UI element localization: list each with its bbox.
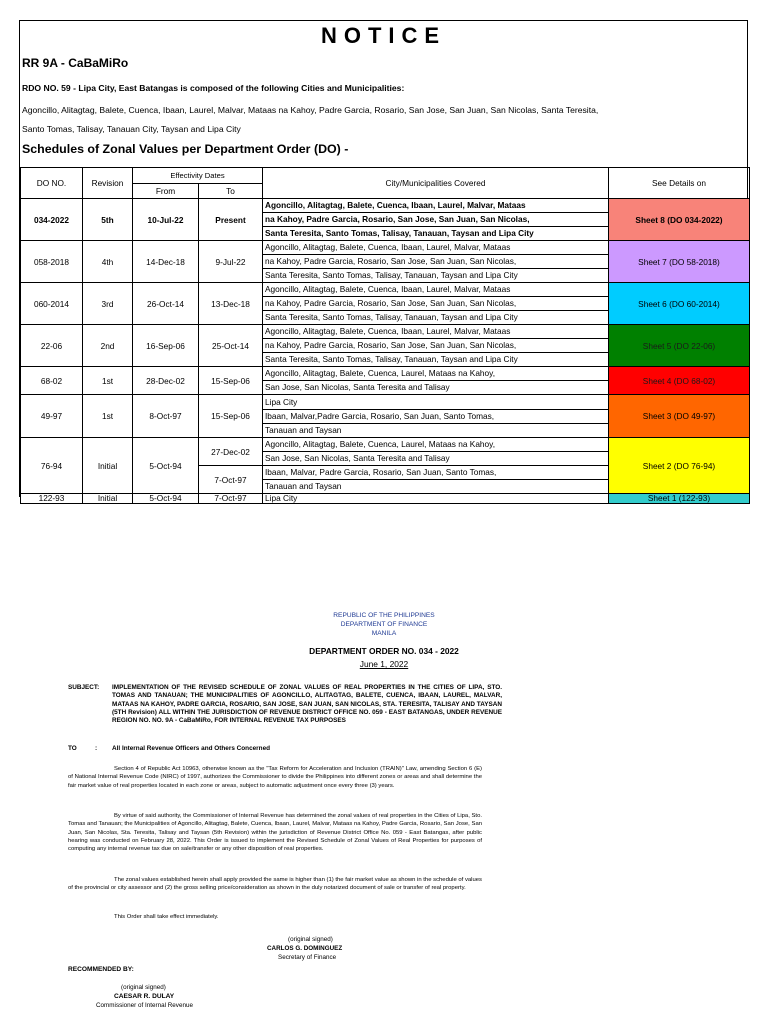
cell-cities xyxy=(263,466,609,494)
cities-line: Santa Teresita, Santo Tomas, Talisay, Tanauan, Taysan and Lipa City xyxy=(265,312,518,322)
cell-revision: Initial xyxy=(83,438,133,494)
cities-line: na Kahoy, Padre Garcia, Rosario, San Jose, San Juan, San Nicolas, xyxy=(263,255,608,269)
subject-label: SUBJECT: xyxy=(68,684,100,691)
cell-do-no: 22-06 xyxy=(21,325,83,367)
notice-title: NOTICE xyxy=(320,23,447,48)
cell-from: 10-Jul-22 xyxy=(133,199,199,241)
cities-line: Agoncillo, Alitagtag, Balete, Cuenca, Laurel, Mataas na Kahoy, xyxy=(263,438,608,452)
table-row xyxy=(21,395,750,438)
cell-details: Sheet 6 (DO 60-2014) xyxy=(609,283,750,325)
cell-do-no: 68-02 xyxy=(21,367,83,395)
cell-from: 16-Sep-06 xyxy=(133,325,199,367)
to-text: All Internal Revenue Officers and Others Concerned xyxy=(112,745,271,752)
zonal-values-table xyxy=(20,167,750,504)
cell-cities xyxy=(263,438,609,466)
cell-details: Sheet 1 (122-93) xyxy=(609,494,750,504)
cell-to: 9-Jul-22 xyxy=(199,241,263,283)
subject-text: IMPLEMENTATION OF THE REVISED SCHEDULE OF ZONAL VALUES OF REAL PROPERTIES IN THE CITIES OF LIPA, STO. TOMAS AND TANAUAN; THE MUNICIPALITIES OF AGONCILLO, ALITAGTAG, BALETE, CUENCA, IBAAN, LAUREL, MALVAR, MATAAS NA KAHOY, PADRE GARCIA, ROSARIO, SAN JOSE, SAN JUAN, SAN NICOLAS, STA. TERESITA, TALISAY AND TAYSAN (5TH Revision) ALL WITHIN THE JURISDICTION OF REVENUE DISTRICT OFFICE NO. 059 - EAST BATANGAS, UNDER REVENUE REGION NO. NO. 9A - CaBaMiRo, FOR INTERNAL REVENUE TAX PURPOSES xyxy=(112,684,502,725)
cell-cities xyxy=(263,395,609,438)
cell-details: Sheet 8 (DO 034-2022) xyxy=(609,199,750,241)
paragraph-3: The zonal values established herein shall apply provided the same is higher than (1) the fair market value as shown in the schedule of values of the provincial or city assessor and (2) the gross selling price/consideration as shown in the duly notarized document of sale or transfer of real property. xyxy=(68,877,482,892)
cell-cities xyxy=(263,283,609,325)
header-details: See Details on xyxy=(609,168,750,199)
table-row xyxy=(21,199,750,241)
table-row xyxy=(21,283,750,325)
to-colon: : xyxy=(95,745,98,752)
cell-details: Sheet 5 (DO 22-06) xyxy=(609,325,750,367)
cell-cities xyxy=(263,199,609,241)
cell-revision: Initial xyxy=(83,494,133,504)
cities-line: Santa Teresita, Santo Tomas, Talisay, Tanauan, Taysan and Lipa City xyxy=(265,228,534,238)
revenue-region: RR 9A - CaBaMiRo xyxy=(22,56,129,70)
cell-from: 5-Oct-94 xyxy=(133,494,199,504)
cell-from: 5-Oct-94 xyxy=(133,438,199,494)
cities-line: Agoncillo, Alitagtag, Balete, Cuenca, Ibaan, Laurel, Malvar, Mataas xyxy=(263,199,608,213)
cities-line: na Kahoy, Padre Garcia, Rosario, San Jose, San Juan, San Nicolas, xyxy=(263,213,608,227)
cell-do-no: 034-2022 xyxy=(21,199,83,241)
recommended-by-label: RECOMMENDED BY: xyxy=(68,966,134,973)
cell-cities xyxy=(263,494,609,504)
cell-from: 28-Dec-02 xyxy=(133,367,199,395)
cities-line: Lipa City xyxy=(263,396,608,410)
table-row xyxy=(21,438,750,466)
cities-line: Agoncillo, Alitagtag, Balete, Cuenca, Laurel, Mataas na Kahoy, xyxy=(263,367,608,381)
rdo-line: RDO NO. 59 - Lipa City, East Batangas is composed of the following Cities and Municipalities: xyxy=(22,83,405,93)
paragraph-2: By virtue of said authority, the Commissioner of Internal Revenue has determined the zonal values of real properties in the Cities of Lipa, Sto. Tomas and Tanauan; the Municipalities of Agoncillo, Alitagtag, Balete, Cuenca, Ibaan, Laurel, Malvar, Mataas na Kahoy, Padre Garcia, Rosario, San Jose, San Juan, San Nicolas, Sta. Teresita, Talisay and Taysan (5th Revision) within the jurisdiction of Revenue District Office No. 059 - East Batangas, after public hearing was conducted on February 28, 2022. This Order is issued to implement the Revised Schedule of Zonal Values of Real Properties for purposes of computing any internal revenue tax due on sale/transfer or any other disposition of real properties. xyxy=(68,813,482,853)
cities-line: San Jose, San Nicolas, Santa Teresita and Talisay xyxy=(265,453,450,463)
cities-line: Santa Teresita, Santo Tomas, Talisay, Tanauan, Taysan and Lipa City xyxy=(265,354,518,364)
commissioner-name: CAESAR R. DULAY xyxy=(114,993,175,1000)
cell-do-no: 060-2014 xyxy=(21,283,83,325)
header-to: To xyxy=(199,184,263,199)
cell-to: 13-Dec-18 xyxy=(199,283,263,325)
header-do-no: DO NO. xyxy=(21,168,83,199)
cell-cities xyxy=(263,367,609,395)
cell-do-no: 49-97 xyxy=(21,395,83,438)
cell-details: Sheet 7 (DO 58-2018) xyxy=(609,241,750,283)
cities-line: Ibaan, Malvar,Padre Garcia, Rosario, San Juan, Santo Tomas, xyxy=(263,410,608,424)
cities-line: Agoncillo, Alitagtag, Balete, Cuenca, Ibaan, Laurel, Malvar, Mataas xyxy=(263,325,608,339)
paragraph-1: Section 4 of Republic Act 10963, otherwise known as the "Tax Reform for Acceleration and Inclusion (TRAIN)" Law, amending Section 6 (E) of National Internal Revenue Code (NIRC) of 1997, authorizes the Commissioner to divide the Philippines into different zones or areas and shall determine the fair market value of real properties located in each zone or areas, subject to automatic adjustment once every three (3) years. xyxy=(68,766,482,789)
cell-details: Sheet 4 (DO 68-02) xyxy=(609,367,750,395)
cell-to: 7-Oct-97 xyxy=(199,494,263,504)
cell-to: Present xyxy=(199,199,263,241)
table-row xyxy=(21,241,750,283)
table-row xyxy=(21,367,750,395)
table-row xyxy=(21,494,750,504)
to-label: TO xyxy=(68,745,77,752)
cities-line: Agoncillo, Alitagtag, Balete, Cuenca, Ibaan, Laurel, Malvar, Mataas xyxy=(263,283,608,297)
header-effectivity: Effectivity Dates xyxy=(133,168,263,184)
cell-from: 8-Oct-97 xyxy=(133,395,199,438)
notice-sheet xyxy=(19,20,748,503)
cities-line: Ibaan, Malvar, Padre Garcia, Rosario, San Juan, Santo Tomas, xyxy=(263,466,608,480)
cell-cities xyxy=(263,325,609,367)
original-signed-secretary: (original signed) xyxy=(288,936,333,943)
cell-cities xyxy=(263,241,609,283)
schedules-heading: Schedules of Zonal Values per Department Order (DO) - xyxy=(22,142,349,156)
municipalities-list xyxy=(22,101,742,139)
cell-revision: 2nd xyxy=(83,325,133,367)
cell-to: 25-Oct-14 xyxy=(199,325,263,367)
cities-line: Tanauan and Taysan xyxy=(265,481,342,491)
cell-to: 7-Oct-97 xyxy=(199,466,263,494)
cities-line: San Jose, San Nicolas, Santa Teresita and Talisay xyxy=(265,382,450,392)
municipalities-line-2: Santo Tomas, Talisay, Tanauan City, Taysan and Lipa City xyxy=(22,124,241,134)
cell-from: 14-Dec-18 xyxy=(133,241,199,283)
cell-do-no: 058-2018 xyxy=(21,241,83,283)
paragraph-4: This Order shall take effect immediately. xyxy=(114,914,219,920)
cell-do-no: 76-94 xyxy=(21,438,83,494)
cell-details: Sheet 3 (DO 49-97) xyxy=(609,395,750,438)
cell-to: 15-Sep-06 xyxy=(199,367,263,395)
secretary-name: CARLOS G. DOMINGUEZ xyxy=(267,945,343,952)
cities-line: Tanauan and Taysan xyxy=(265,424,342,435)
cities-line: na Kahoy, Padre Garcia, Rosario, San Jose, San Juan, San Nicolas, xyxy=(263,339,608,353)
cell-revision: 5th xyxy=(83,199,133,241)
commissioner-title: Commissioner of Internal Revenue xyxy=(96,1002,193,1009)
secretary-title: Secretary of Finance xyxy=(278,954,337,961)
city-header: MANILA xyxy=(371,630,397,637)
cell-revision: 1st xyxy=(83,367,133,395)
cell-to: 15-Sep-06 xyxy=(199,395,263,438)
original-signed-commissioner: (original signed) xyxy=(121,984,166,991)
cell-do-no: 122-93 xyxy=(21,494,83,504)
cities-line: Santa Teresita, Santo Tomas, Talisay, Tanauan, Taysan and Lipa City xyxy=(265,270,518,280)
order-title: DEPARTMENT ORDER NO. 034 - 2022 xyxy=(309,646,459,656)
cities-line: Agoncillo, Alitagtag, Balete, Cuenca, Ibaan, Laurel, Malvar, Mataas xyxy=(263,241,608,255)
republic-header: REPUBLIC OF THE PHILIPPINES xyxy=(333,612,435,619)
cell-to: 27-Dec-02 xyxy=(199,438,263,466)
table-row xyxy=(21,325,750,367)
header-from: From xyxy=(133,184,199,199)
cell-from: 26-Oct-14 xyxy=(133,283,199,325)
department-header: DEPARTMENT OF FINANCE xyxy=(340,621,428,628)
municipalities-line-1: Agoncillo, Alitagtag, Balete, Cuenca, Ibaan, Laurel, Malvar, Mataas na Kahoy, Padre Garcia, Rosario, San Jose, San Juan, San Nicolas, Santa Teresita, xyxy=(22,105,599,115)
order-date: June 1, 2022 xyxy=(359,659,409,669)
cell-revision: 1st xyxy=(83,395,133,438)
cities-line: na Kahoy, Padre Garcia, Rosario, San Jose, San Juan, San Nicolas, xyxy=(263,297,608,311)
cities-line: Lipa City xyxy=(265,493,298,503)
cell-details: Sheet 2 (DO 76-94) xyxy=(609,438,750,494)
cell-revision: 4th xyxy=(83,241,133,283)
header-revision: Revision xyxy=(83,168,133,199)
header-cities: City/Municipalities Covered xyxy=(263,168,609,199)
cell-revision: 3rd xyxy=(83,283,133,325)
